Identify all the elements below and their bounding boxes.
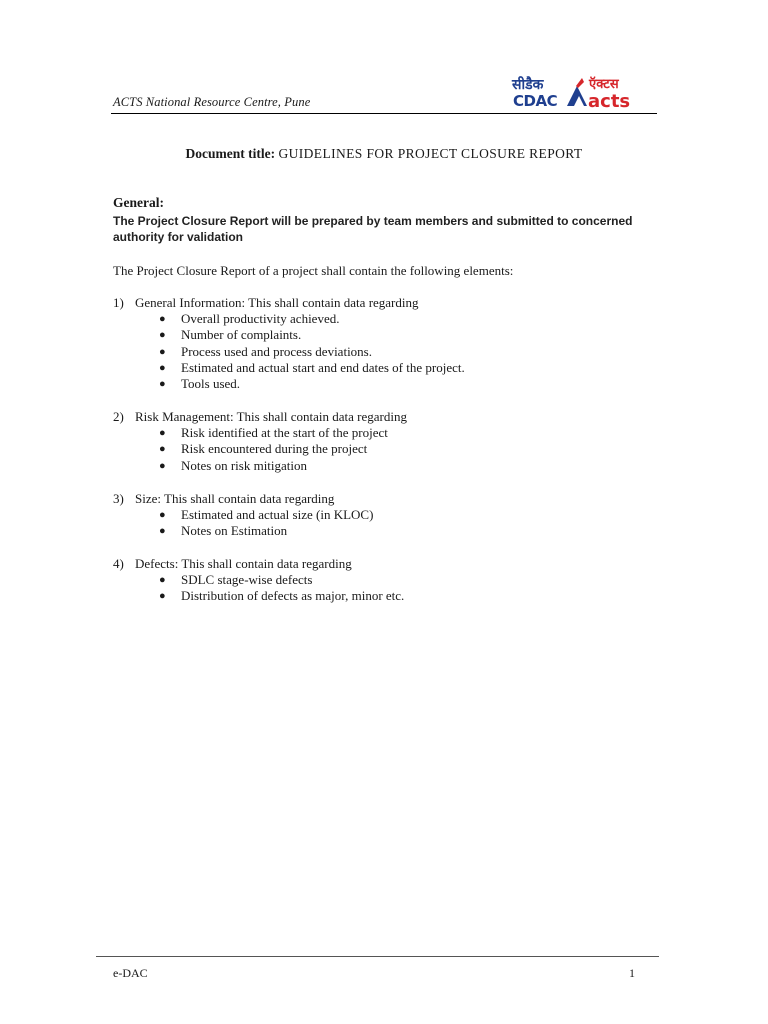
section-defects	[113, 556, 653, 605]
bullet-icon: ●	[159, 313, 166, 325]
header-organization: ACTS National Resource Centre, Pune	[113, 95, 311, 109]
bullet-list	[113, 311, 653, 392]
bullet-list	[113, 507, 653, 540]
bullet-icon: ●	[159, 590, 166, 603]
section-title: Risk Management: This shall contain data regarding	[135, 409, 407, 424]
section-size	[113, 491, 653, 540]
section-heading	[113, 556, 653, 572]
acts-mountain-icon	[567, 78, 587, 106]
document-title	[0, 146, 768, 162]
document-title-value: GUIDELINES FOR PROJECT CLOSURE REPORT	[278, 146, 583, 161]
general-heading: General:	[113, 195, 164, 210]
bullet-icon: ●	[159, 378, 166, 391]
section-number: 3)	[113, 491, 124, 506]
list-item: ● Notes on risk mitigation	[159, 457, 308, 473]
bullet-list	[113, 425, 653, 474]
bullet-icon: ●	[159, 525, 166, 538]
list-item: ● Notes on Estimation	[159, 523, 288, 539]
logo-cdac: CDAC	[513, 92, 558, 110]
bullet-list	[113, 572, 653, 605]
section-number: 1)	[113, 295, 124, 310]
bullet-icon: ●	[159, 329, 166, 342]
list-item: ● Number of complaints.	[159, 327, 302, 343]
list-item: ● Process used and process deviations.	[159, 343, 372, 359]
section-title: Defects: This shall contain data regarding	[135, 556, 352, 571]
logo-cdac-hindi: सीडैक	[512, 77, 544, 93]
list-item: ● Risk identified at the start of the project	[159, 425, 388, 440]
bullet-icon: ●	[159, 459, 166, 472]
general-description: The Project Closure Report will be prepared by team members and submitted to concerned authority for validation	[113, 214, 633, 244]
list-item: ● Estimated and actual size (in KLOC)	[159, 507, 374, 522]
intro-paragraph: The Project Closure Report of a project shall contain the following elements:	[113, 263, 514, 278]
section-general-information	[113, 295, 653, 392]
section-heading	[113, 295, 653, 311]
footer-divider	[96, 956, 659, 957]
page-number: 1	[629, 966, 635, 980]
section-title: Size: This shall contain data regarding	[135, 491, 335, 506]
list-item: ● Estimated and actual start and end dates of the project.	[159, 359, 465, 375]
bullet-icon: ●	[159, 509, 166, 521]
section-heading	[113, 491, 653, 507]
bullet-icon: ●	[159, 427, 166, 439]
footer-label: e-DAC	[113, 966, 148, 980]
document-title-label: Document title:	[185, 146, 276, 161]
logo-acts-hindi: ऍक्टस	[589, 77, 619, 92]
logo-acts: acts	[588, 91, 631, 112]
cdac-acts-logo	[510, 72, 655, 112]
bullet-icon: ●	[159, 443, 166, 456]
section-number: 4)	[113, 556, 124, 571]
bullet-icon: ●	[159, 361, 166, 374]
list-item: ● Tools used.	[159, 376, 241, 392]
bullet-icon: ●	[159, 345, 166, 358]
list-item: ● Overall productivity achieved.	[159, 311, 340, 326]
bullet-icon: ●	[159, 574, 166, 586]
header-divider	[111, 113, 657, 114]
list-item: ● SDLC stage-wise defects	[159, 572, 313, 587]
section-number: 2)	[113, 409, 124, 424]
list-item: ● Risk encountered during the project	[159, 441, 368, 457]
section-risk-management	[113, 409, 653, 474]
section-heading	[113, 409, 653, 425]
section-title: General Information: This shall contain data regarding	[135, 295, 419, 310]
list-item: ● Distribution of defects as major, minor etc.	[159, 588, 405, 604]
